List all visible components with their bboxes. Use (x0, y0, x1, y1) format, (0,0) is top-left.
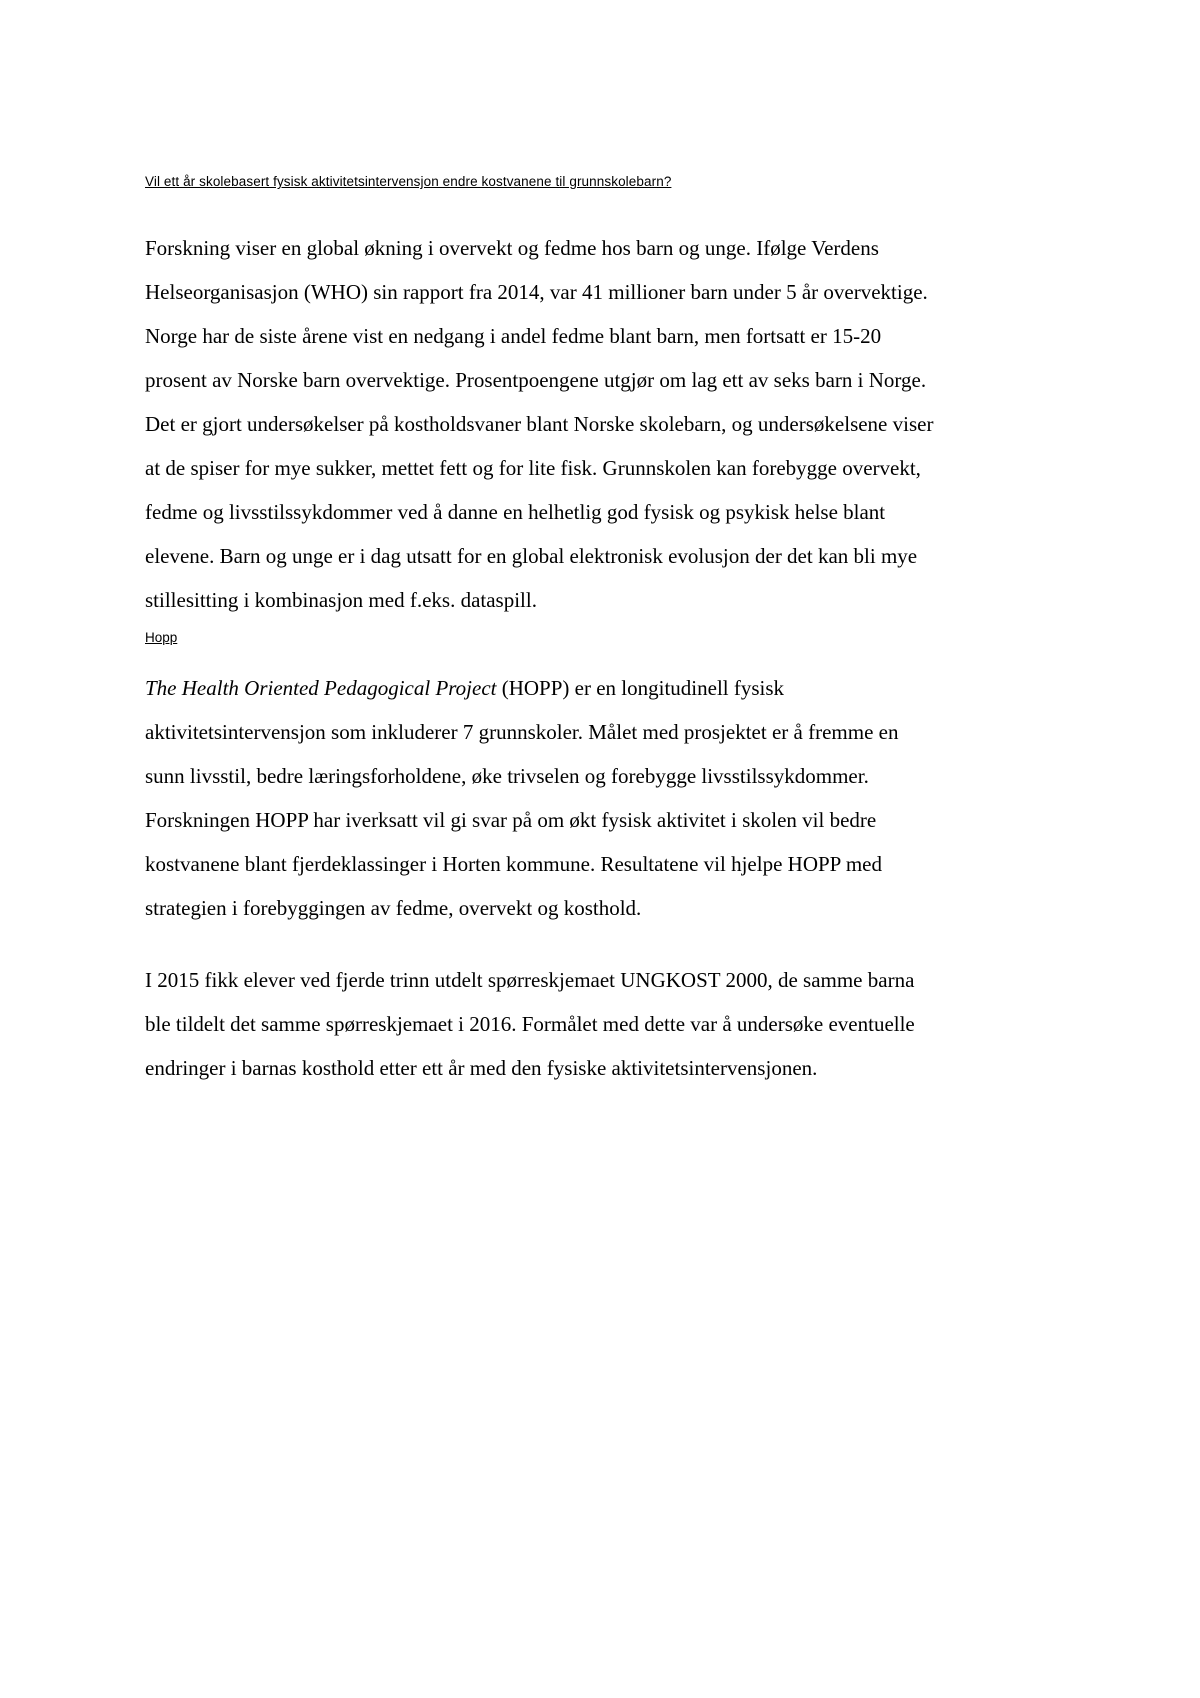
section-heading-hopp: Hopp (145, 630, 178, 645)
text-line: at de spiser for mye sukker, mettet fett og for lite fisk. Grunnskolen kan forebygge overvekt, (145, 456, 921, 480)
text-line: endringer i barnas kosthold etter ett år med den fysiske aktivitetsintervensjonen. (145, 1056, 818, 1080)
text-line: Norge har de siste årene vist en nedgang i andel fedme blant barn, men fortsatt er 15-20 (145, 324, 882, 348)
text-line: prosent av Norske barn overvektige. Prosentpoengene utgjør om lag ett av seks barn i Norge. (145, 368, 927, 392)
text-line: aktivitetsintervensjon som inkluderer 7 grunnskoler. Målet med prosjektet er å fremme en (145, 720, 899, 744)
document-title: Vil ett år skolebasert fysisk aktivitetsintervensjon endre kostvanene til grunnskolebarn? (145, 174, 672, 189)
paragraph-hopp (145, 666, 1075, 930)
project-name-italic: The Health Oriented Pedagogical Project (145, 676, 497, 700)
text-line: Det er gjort undersøkelser på kostholdsvaner blant Norske skolebarn, og undersøkelsene viser (145, 412, 934, 436)
text-line: elevene. Barn og unge er i dag utsatt for en global elektronisk evolusjon der det kan bli mye (145, 544, 918, 568)
text-line: kostvanene blant fjerdeklassinger i Horten kommune. Resultatene vil hjelpe HOPP med (145, 852, 882, 876)
text-line: Forskning viser en global økning i overvekt og fedme hos barn og unge. Ifølge Verdens (145, 236, 879, 260)
text-line: strategien i forebyggingen av fedme, overvekt og kosthold. (145, 896, 642, 920)
text-line: stillesitting i kombinasjon med f.eks. dataspill. (145, 588, 537, 612)
text-line: Helseorganisasjon (WHO) sin rapport fra 2014, var 41 millioner barn under 5 år overvektige. (145, 280, 928, 304)
text-line: I 2015 fikk elever ved fjerde trinn utdelt spørreskjemaet UNGKOST 2000, de samme barna (145, 968, 915, 992)
text-line-rest: (HOPP) er en longitudinell fysisk (496, 676, 785, 700)
paragraph-introduction (145, 226, 1075, 622)
text-line: ble tildelt det samme spørreskjemaet i 2016. Formålet med dette var å undersøke eventuelle (145, 1012, 915, 1036)
text-line (145, 666, 1075, 710)
paragraph-method (145, 958, 1075, 1090)
text-line: fedme og livsstilssykdommer ved å danne en helhetlig god fysisk og psykisk helse blant (145, 500, 886, 524)
text-line: Forskningen HOPP har iverksatt vil gi svar på om økt fysisk aktivitet i skolen vil bedre (145, 808, 877, 832)
text-line: sunn livsstil, bedre læringsforholdene, øke trivselen og forebygge livsstilssykdommer. (145, 764, 869, 788)
